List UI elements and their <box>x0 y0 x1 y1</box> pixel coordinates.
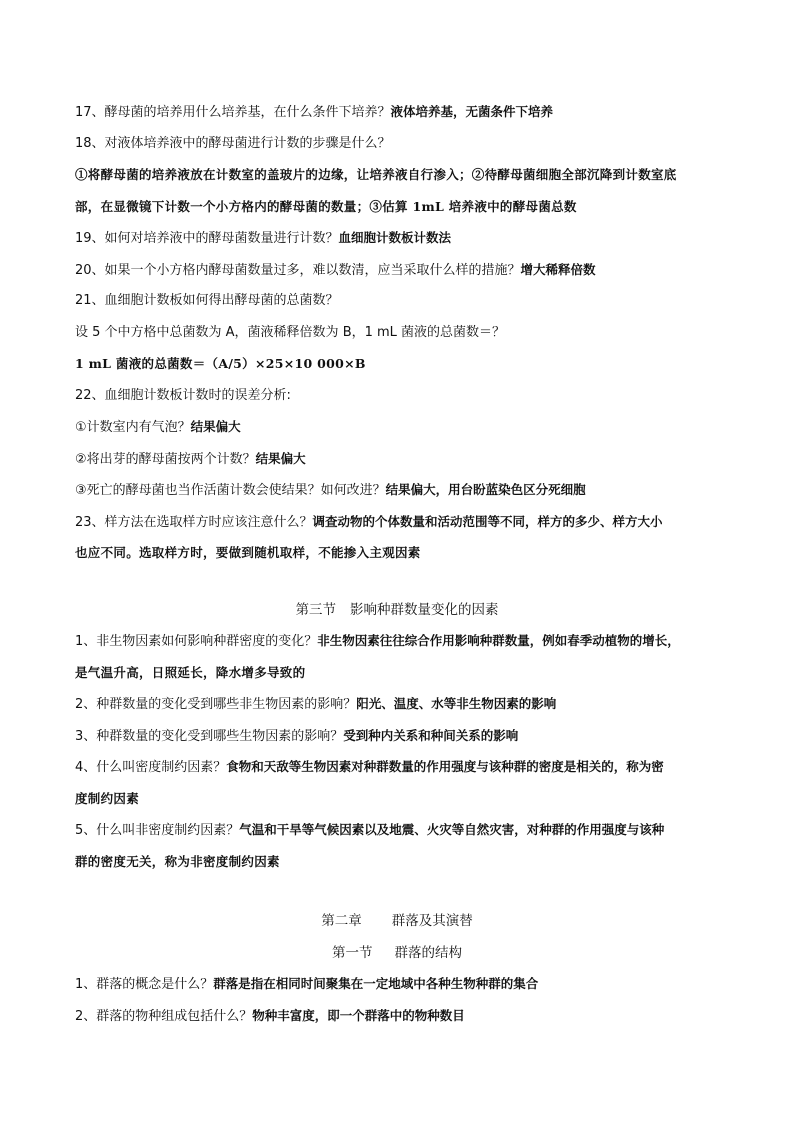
question-text: 5、什么叫非密度制约因素？ <box>75 823 240 838</box>
question-text: 19、如何对培养液中的酵母菌数量进行计数？ <box>75 231 339 246</box>
question-text: 1、群落的概念是什么？ <box>75 977 214 992</box>
qa-line <box>75 380 727 412</box>
qa-line <box>75 96 727 128</box>
answer-text: 液体培养基，无菌条件下培养 <box>390 104 554 119</box>
section-heading-factors <box>0 598 794 618</box>
qa-line <box>75 348 727 380</box>
qa-line <box>75 783 727 815</box>
question-text: 23、样方法在选取样方时应该注意什么？ <box>75 514 313 530</box>
qa-line <box>75 537 727 569</box>
question-text: 17、酵母菌的培养用什么培养基，在什么条件下培养？ <box>75 105 391 120</box>
qa-line <box>75 968 727 1000</box>
answer-text: 血细胞计数板计数法 <box>338 230 452 245</box>
question-text: 2、群落的物种组成包括什么？ <box>75 1008 253 1024</box>
section-number: 第三节 <box>295 602 336 618</box>
question-text: 4、什么叫密度制约因素？ <box>75 760 227 775</box>
question-text: 3、种群数量的变化受到哪些生物因素的影响？ <box>75 728 344 744</box>
question-text: 22、血细胞计数板计数时的误差分析: <box>75 387 291 403</box>
answer-text: 群的密度无关，称为非密度制约因素 <box>75 853 280 869</box>
question-text: 18、对液体培养液中的酵母菌进行计数的步骤是什么？ <box>75 135 391 151</box>
section-number: 第一节 <box>332 945 373 961</box>
answer-text: 1 mL 菌液的总菌数＝（A/5）×25×10 000×B <box>75 356 366 371</box>
qa-line <box>75 688 727 720</box>
answer-text: 是气温升高，日照延长，降水增多导致的 <box>75 664 306 680</box>
qa-line <box>75 222 727 254</box>
question-text: 20、如果一个小方格内酵母菌数量过多，难以数清，应当采取什么样的措施？ <box>75 262 521 278</box>
question-text: 1、非生物因素如何影响种群密度的变化？ <box>75 634 318 649</box>
qa-line <box>75 625 727 657</box>
qa-line <box>75 191 727 223</box>
chapter-title: 群落及其演替 <box>391 913 473 929</box>
section-heading-community <box>0 941 794 961</box>
qa-line <box>75 285 727 317</box>
section-title: 群落的结构 <box>394 945 462 961</box>
answer-text: 也应不同。选取样方时，要做到随机取样，不能掺入主观因素 <box>75 545 421 560</box>
qa-line <box>75 846 727 878</box>
answer-text: ①将酵母菌的培养液放在计数室的盖玻片的边缘，让培养液自行渗入；②待酵母菌细胞全部沉降到计数室底 <box>75 167 677 182</box>
answer-text: 增大稀释倍数 <box>520 261 596 277</box>
answer-text: 部，在显微镜下计数一个小方格内的酵母菌的数量；③估算 1mL 培养液中的酵母菌总数 <box>75 198 577 214</box>
qa-line <box>75 657 727 689</box>
answer-text: 结果偏大 <box>255 450 306 466</box>
answer-text: 气温和干旱等气候因素以及地震、火灾等自然灾害，对种群的作用强度与该种 <box>239 822 665 837</box>
qa-line <box>75 443 727 475</box>
question-text: 设 5 个中方格中总菌数为 A，菌液稀释倍数为 B，1 mL 菌液的总菌数＝？ <box>75 324 506 340</box>
qa-line <box>75 474 727 506</box>
chapter-heading <box>0 909 794 929</box>
question-text: 21、血细胞计数板如何得出酵母菌的总菌数？ <box>75 293 339 308</box>
answer-text: 度制约因素 <box>75 790 140 806</box>
question-text: ①计数室内有气泡？ <box>75 420 191 435</box>
answer-text: 食物和天敌等生物因素对种群数量的作用强度与该种群的密度是相关的，称为密 <box>226 759 664 774</box>
question-text: 2、种群数量的变化受到哪些非生物因素的影响？ <box>75 697 357 712</box>
answer-text: 阳光、温度、水等非生物因素的影响 <box>356 696 557 711</box>
section-community-structure <box>75 968 727 1031</box>
answer-text: 结果偏大 <box>190 419 241 434</box>
answer-text: 物种丰富度，即一个群落中的物种数目 <box>252 1007 465 1023</box>
answer-text: 调查动物的个体数量和活动范围等不同，样方的多少、样方大小 <box>312 513 663 529</box>
qa-line <box>75 254 727 286</box>
qa-line <box>75 159 727 191</box>
qa-line <box>75 317 727 349</box>
answer-text: 结果偏大，用台盼蓝染色区分死细胞 <box>385 482 586 497</box>
qa-line <box>75 720 727 752</box>
answer-text: 非生物因素往往综合作用影响种群数量，例如春季动植物的增长， <box>317 633 680 648</box>
qa-line <box>75 1000 727 1032</box>
answer-text: 受到种内关系和种间关系的影响 <box>343 727 519 743</box>
question-text: ②将出芽的酵母菌按两个计数？ <box>75 451 256 467</box>
answer-text: 群落是指在相同时间聚集在一定地域中各种生物种群的集合 <box>213 976 539 991</box>
qa-line <box>75 751 727 783</box>
qa-line <box>75 814 727 846</box>
question-text: ③死亡的酵母菌也当作活菌计数会使结果？如何改进？ <box>75 483 386 498</box>
section-population-factors <box>75 625 727 877</box>
chapter-number: 第二章 <box>321 913 362 929</box>
qa-line <box>75 506 727 538</box>
qa-line <box>75 411 727 443</box>
qa-line <box>75 128 727 160</box>
section-yeast-counting <box>75 96 727 569</box>
section-title: 影响种群数量变化的因素 <box>350 602 499 618</box>
